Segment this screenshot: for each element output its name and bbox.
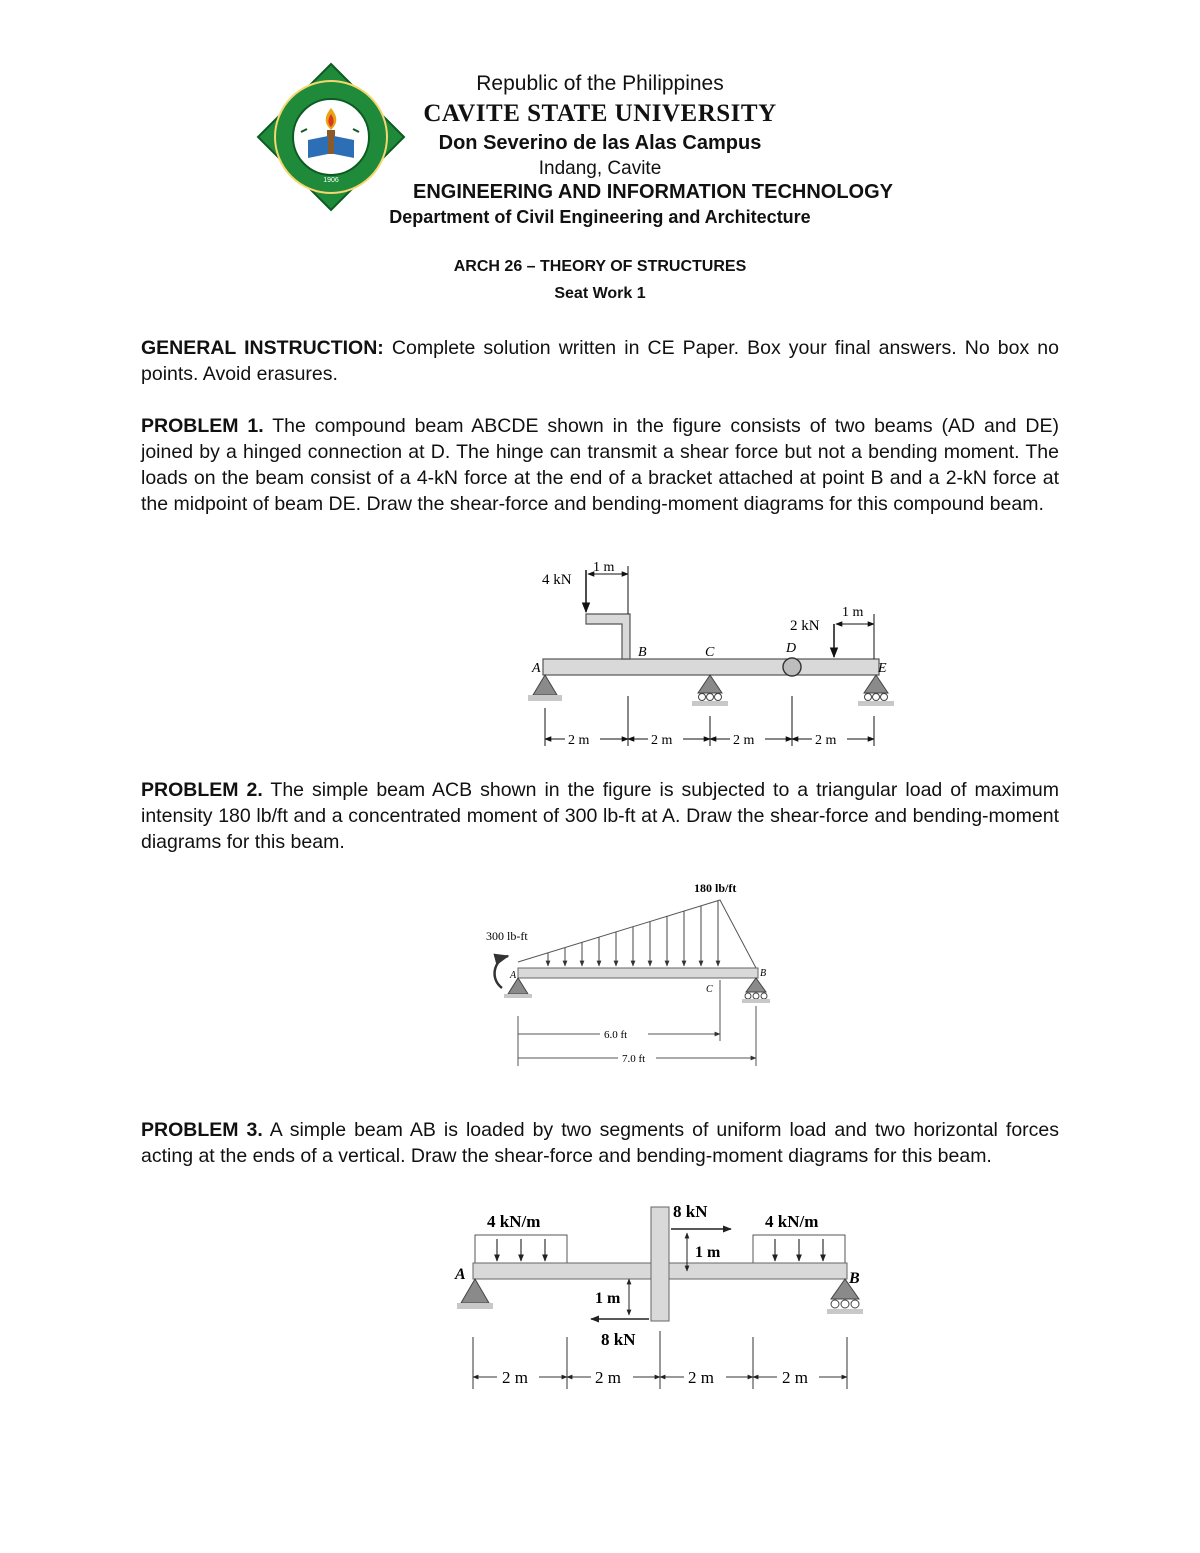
- problem-1-label: PROBLEM 1.: [141, 415, 264, 437]
- campus-location: Indang, Cavite: [538, 158, 662, 179]
- point-d-label: D: [786, 641, 797, 656]
- university-name: CAVITE STATE UNIVERSITY: [423, 100, 777, 127]
- arm-top-label: 1 m: [695, 1244, 721, 1261]
- roller-support-b-icon: [742, 978, 770, 1003]
- problem-3-text: [141, 1117, 1059, 1169]
- instruction-text: Complete solution written in CE Paper. Box your final answers. No box no points. Avoid erasures.: [141, 337, 1059, 385]
- span-4-label: 2 m: [782, 1368, 808, 1387]
- pin-support-a-icon: [504, 978, 532, 998]
- arm-bottom-label: 1 m: [595, 1290, 621, 1307]
- load-4kn-label: 4 kN: [542, 572, 572, 588]
- triangular-load-outline: [518, 900, 756, 968]
- course-title: ARCH 26 – THEORY OF STRUCTURES: [453, 258, 747, 275]
- span-cd-label: 2 m: [733, 733, 755, 748]
- udl-right-label: 4 kN/m: [765, 1212, 819, 1231]
- span-1-label: 2 m: [502, 1368, 528, 1387]
- vertical-member: [651, 1207, 669, 1321]
- point-b-label: B: [760, 968, 767, 979]
- activity-title: Seat Work 1: [554, 285, 646, 302]
- problem-2-label: PROBLEM 2.: [141, 779, 263, 801]
- problem-1-text: [141, 413, 1059, 517]
- general-instruction: [141, 335, 1059, 387]
- force-top-label: 8 kN: [673, 1202, 708, 1221]
- problem-3-label: PROBLEM 3.: [141, 1119, 263, 1141]
- problem-1-body: The compound beam ABCDE shown in the figure consists of two beams (AD and DE) joined by a hinged connection at D. The hinge can transmit a shear force but not a bending moment. The loads on the beam consist of a 4-kN force at the end of a bracket attached at point B and a 2-kN force at the midpoint of beam DE. Draw the shear-force and bending-moment diagrams for this compound beam.: [141, 415, 1060, 515]
- point-a-label: A: [455, 1266, 466, 1283]
- roller-support-c-icon: [692, 675, 728, 706]
- span-3-label: 2 m: [688, 1368, 714, 1387]
- problem-2-body: The simple beam ACB shown in the figure is subjected to a triangular load of maximum intensity 180 lb/ft and a concentrated moment of 300 lb-ft at A. Draw the shear-force and bending-moment diagrams for this beam.: [141, 779, 1059, 853]
- department-name: Department of Civil Engineering and Architecture: [389, 207, 811, 227]
- roller-support-e-icon: [858, 675, 894, 706]
- moment-arrow-icon: [495, 956, 508, 988]
- republic-line: Republic of the Philippines: [476, 72, 724, 95]
- hinge-d-icon: [783, 658, 801, 676]
- problem-1-figure: [520, 556, 900, 756]
- span-2-label: 2 m: [595, 1368, 621, 1387]
- intensity-label: 180 lb/ft: [694, 881, 737, 895]
- bracket: [586, 614, 630, 659]
- problem-3-figure: [445, 1195, 880, 1395]
- triangular-load-arrows: [548, 901, 718, 966]
- college-name: ENGINEERING AND INFORMATION TECHNOLOGY: [413, 181, 893, 203]
- pin-support-a-icon: [528, 675, 562, 701]
- pin-support-a-icon: [457, 1279, 493, 1309]
- point-a-label: A: [510, 970, 517, 981]
- problem-3-body: A simple beam AB is loaded by two segments of uniform load and two horizontal forces acting at the ends of a vertical. Draw the shear-force and bending-moment diagrams for this beam.: [141, 1119, 1059, 1167]
- problem-2-figure: [480, 876, 780, 1072]
- point-b-label: B: [638, 645, 647, 660]
- point-b-label: B: [849, 1270, 860, 1287]
- dim-ab-label: 7.0 ft: [622, 1053, 646, 1065]
- udl-left-label: 4 kN/m: [487, 1212, 541, 1231]
- point-c-label: C: [705, 645, 715, 660]
- span-bc-label: 2 m: [651, 733, 673, 748]
- point-e-label: E: [878, 661, 887, 676]
- instruction-label: GENERAL INSTRUCTION:: [141, 337, 384, 359]
- svg-text:1906: 1906: [323, 177, 339, 184]
- load-4kn-offset: 1 m: [593, 560, 615, 575]
- moment-label: 300 lb-ft: [486, 929, 528, 943]
- load-2kn-label: 2 kN: [790, 618, 820, 634]
- point-a-label: A: [532, 661, 541, 676]
- dim-ac-label: 6.0 ft: [604, 1029, 628, 1041]
- force-bottom-label: 8 kN: [601, 1330, 636, 1349]
- problem-2-text: [141, 777, 1059, 855]
- point-c-label: C: [706, 984, 713, 995]
- beam-acb: [518, 968, 758, 978]
- span-de-label: 2 m: [815, 733, 837, 748]
- beam-ade: [543, 659, 879, 675]
- span-ab-label: 2 m: [568, 733, 590, 748]
- campus-name: Don Severino de las Alas Campus: [438, 132, 762, 154]
- load-2kn-offset: 1 m: [842, 605, 864, 620]
